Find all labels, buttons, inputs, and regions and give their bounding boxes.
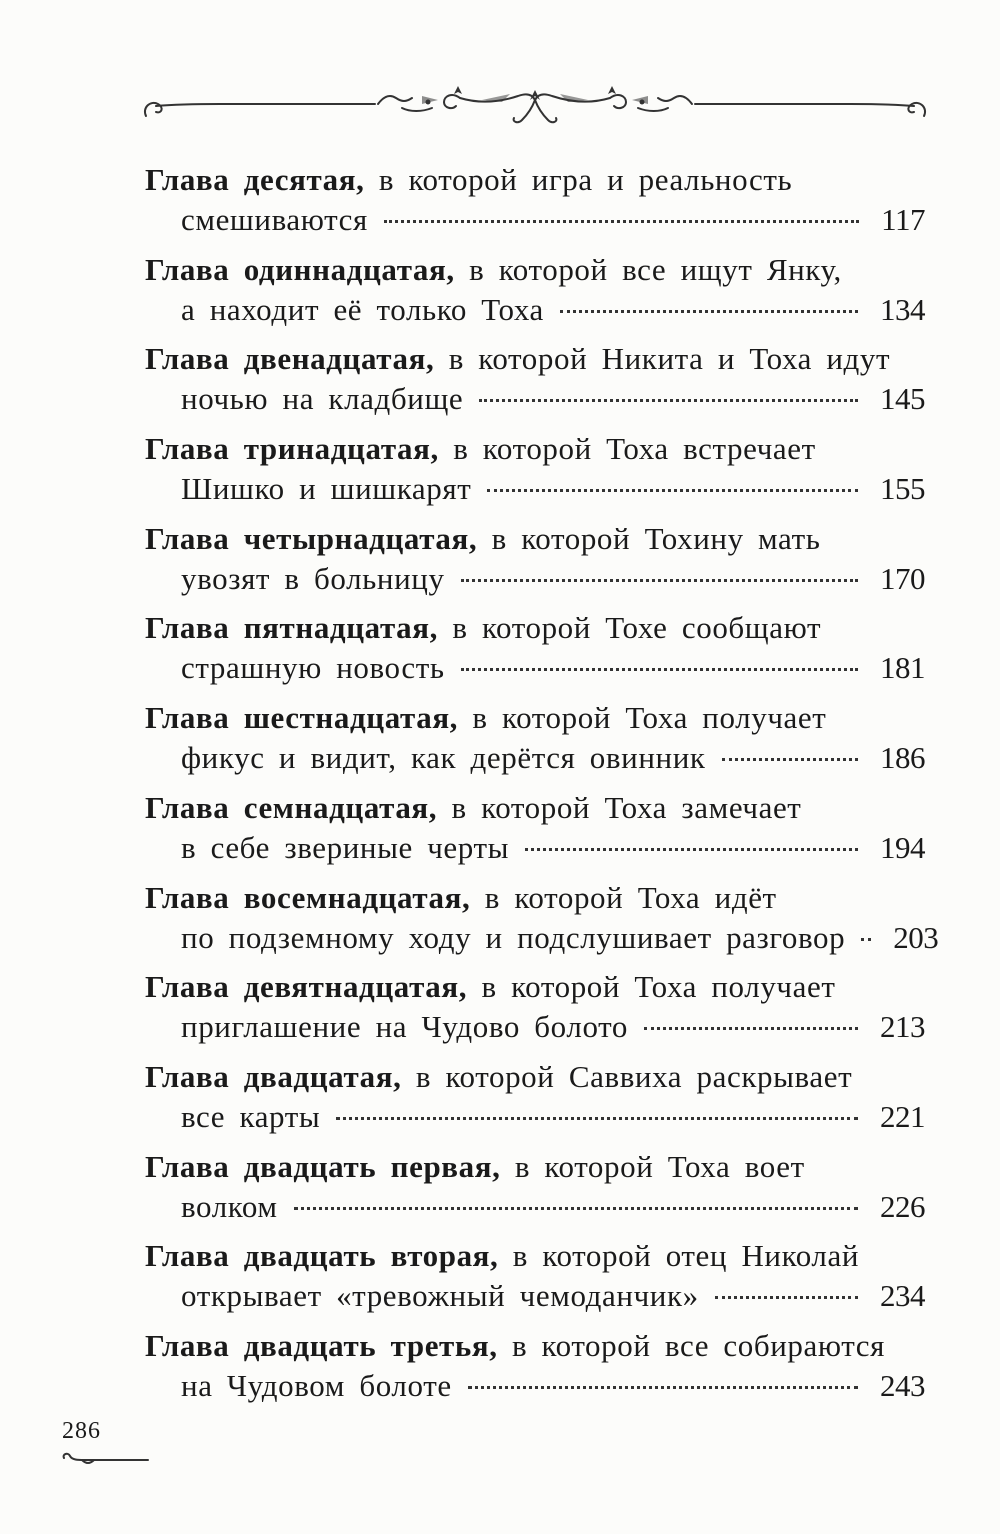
chapter-title: Глава двадцать третья, [145,1327,498,1363]
toc-entry [145,1055,925,1145]
entry-heading [145,1055,852,1099]
chapter-description-continued: а находит её только Тоха [181,291,544,327]
top-ornament-divider [140,82,930,132]
toc-entry [145,248,925,338]
chapter-title: Глава четырнадцатая, [145,520,478,556]
table-of-contents [145,158,939,1414]
toc-entry [145,337,925,427]
entry-continuation [181,288,925,332]
page-number: 170 [880,560,925,596]
chapter-description-continued: увозят в больницу [181,560,445,596]
chapter-description: в которой Саввиха раскрывает [415,1058,853,1094]
dot-leader [525,848,858,851]
entry-heading [145,786,801,830]
toc-entry [145,1145,925,1235]
entry-heading [145,876,777,920]
toc-entry [145,427,925,517]
bottom-ornament-flourish [60,1450,150,1470]
chapter-description: в которой Тоха замечает [451,789,802,825]
entry-continuation [181,1274,925,1318]
chapter-title: Глава семнадцатая, [145,789,438,825]
chapter-title: Глава двадцатая, [145,1058,402,1094]
dot-leader [461,579,858,582]
entry-heading [145,427,816,471]
chapter-title: Глава двадцать вторая, [145,1238,499,1274]
entry-continuation [181,557,925,601]
toc-entry [145,965,925,1055]
toc-entry [145,1234,925,1324]
chapter-description: в которой Тоха встречает [453,431,816,467]
entry-continuation [181,1005,925,1049]
entry-continuation [181,736,925,780]
entry-continuation [181,198,925,242]
page-number: 117 [881,202,925,237]
entry-continuation [181,467,925,511]
chapter-description-continued: смешиваются [181,202,368,237]
chapter-title: Глава двенадцатая, [145,341,435,377]
chapter-description: в которой Тохину мать [491,520,821,556]
chapter-title: Глава тринадцатая, [145,431,439,467]
dot-leader [487,489,858,492]
chapter-description-continued: открывает «тревожный чемоданчик» [181,1278,699,1314]
dot-leader [384,220,859,223]
toc-entry [145,696,925,786]
dot-leader [861,938,871,941]
entry-heading [145,158,792,202]
page-number: 186 [880,740,925,776]
entry-continuation [181,826,925,870]
chapter-description: в которой Тохе сообщают [452,610,822,646]
entry-continuation [181,916,939,960]
page-number: 181 [880,650,925,686]
chapter-title: Глава восемнадцатая, [145,879,471,915]
toc-entry [145,606,925,696]
chapter-description-continued: по подземному ходу и подслушивает разговор [181,919,846,955]
dot-leader [468,1386,858,1389]
entry-heading [145,337,890,381]
chapter-description-continued: волком [181,1188,278,1224]
dot-leader [461,668,858,671]
toc-entry [145,158,925,248]
chapter-description-continued: фикус и видит, как дерётся овинник [181,740,706,776]
entry-heading [145,1145,805,1189]
page-number: 194 [880,829,925,865]
chapter-title: Глава пятнадцатая, [145,610,438,646]
entry-heading [145,965,835,1009]
dot-leader [560,310,858,313]
chapter-description-continued: Шишко и шишкарят [181,471,472,507]
entry-heading [145,606,821,650]
chapter-description: в которой все ищут Янку, [469,251,842,287]
page-number: 155 [880,471,925,507]
chapter-description: в которой Тоха идёт [484,879,777,915]
page-number: 221 [880,1098,925,1134]
page-number: 234 [880,1278,925,1314]
toc-entry [145,786,925,876]
chapter-description: в которой все собираются [511,1327,885,1363]
chapter-title: Глава шестнадцатая, [145,700,459,736]
dot-leader [644,1027,858,1030]
entry-continuation [181,1095,925,1139]
chapter-description: в которой Тоха получает [481,969,836,1005]
entry-continuation [181,377,925,421]
dot-leader [294,1207,858,1210]
chapter-description: в которой отец Николай [512,1238,860,1274]
chapter-title: Глава одиннадцатая, [145,251,455,287]
entry-heading [145,1234,859,1278]
page-number: 213 [880,1009,925,1045]
page-number: 145 [880,381,925,417]
chapter-description: в которой игра и реальность [378,162,793,197]
entry-continuation [181,646,925,690]
dot-leader [336,1117,858,1120]
chapter-description: в которой Никита и Тоха идут [448,341,891,377]
entry-heading [145,248,842,292]
chapter-description-continued: ночью на кладбище [181,381,464,417]
chapter-description-continued: на Чудовом болоте [181,1367,452,1403]
chapter-title: Глава десятая, [145,162,365,197]
dot-leader [479,399,858,402]
dot-leader [715,1296,858,1299]
page-number: 226 [880,1188,925,1224]
page-number: 134 [880,291,925,327]
chapter-description: в которой Тоха получает [472,700,827,736]
page-folio-number: 286 [62,1418,101,1444]
entry-continuation [181,1364,925,1408]
chapter-description-continued: приглашение на Чудово болото [181,1009,628,1045]
chapter-description-continued: страшную новость [181,650,445,686]
toc-entry [145,1324,925,1414]
chapter-description-continued: в себе звериные черты [181,829,510,865]
dot-leader [722,758,858,761]
chapter-title: Глава девятнадцатая, [145,969,468,1005]
entry-heading [145,696,826,740]
toc-entry [145,876,939,966]
entry-heading [145,517,820,561]
chapter-title: Глава двадцать первая, [145,1148,501,1184]
page-number: 203 [893,919,939,955]
entry-heading [145,1324,885,1368]
toc-entry [145,517,925,607]
chapter-description: в которой Тоха воет [514,1148,805,1184]
page-number: 243 [880,1367,925,1403]
entry-continuation [181,1185,925,1229]
chapter-description-continued: все карты [181,1098,321,1134]
